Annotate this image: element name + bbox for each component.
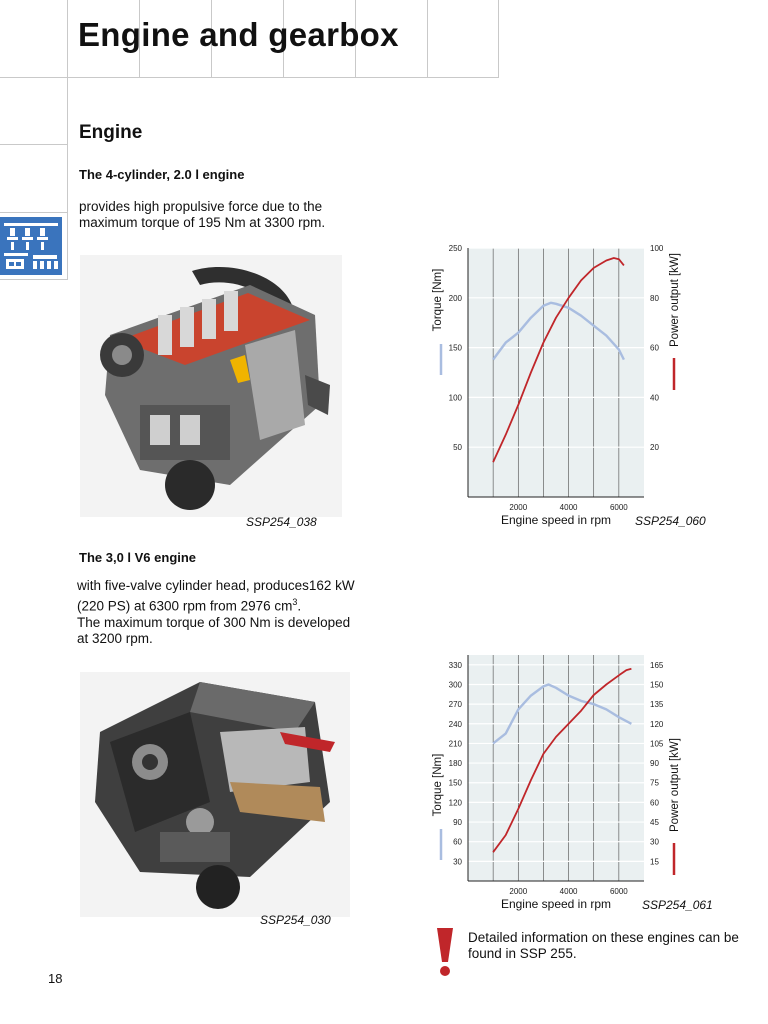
chart-y-tick-label-left: 270 (448, 700, 462, 710)
engine2-description-period: . (297, 598, 302, 614)
margin-grid-line (67, 77, 68, 280)
info-note: Detailed information on these engines can be found in SSP 255. (468, 930, 739, 961)
engine1-heading: The 4-cylinder, 2.0 l engine (79, 167, 245, 182)
engine2-description-line: at 3200 rpm. (77, 630, 153, 646)
margin-grid-line (0, 279, 67, 280)
header-grid-line (498, 0, 499, 78)
chart-y-tick-label-left: 150 (448, 778, 462, 788)
chart-y-tick-label-right: 15 (650, 857, 659, 867)
engine1-image (80, 255, 342, 517)
chart-x-tick-label: 2000 (509, 503, 528, 512)
chart-x-axis-label: Engine speed in rpm (500, 513, 612, 527)
chart-y-tick-label-left: 250 (448, 244, 462, 253)
torque-power-chart-2-0 (420, 240, 720, 535)
chart-y-axis-label-right: Power output [kW] (669, 253, 681, 347)
chart-y-tick-label-right: 45 (650, 818, 659, 828)
chart-y-tick-label-right: 30 (650, 837, 659, 847)
chart-caption: SSP254_061 (642, 898, 713, 912)
chart-y-tick-label-left: 60 (453, 837, 462, 847)
chart-y-axis-label-right: Power output [kW] (669, 738, 681, 832)
chart-y-tick-label-left: 50 (453, 443, 462, 453)
chart-y-axis-label-left: Torque [Nm] (432, 753, 444, 817)
chart-y-tick-label-right: 105 (650, 739, 664, 749)
chart-y-tick-label-left: 30 (453, 857, 462, 867)
chart-x-tick-label: 2000 (509, 887, 528, 896)
engine2-image-caption: SSP254_030 (260, 913, 331, 927)
engine1-description: provides high propulsive force due to the maximum torque of 195 Nm at 3300 rpm. (79, 199, 326, 230)
engine-gearbox-icon (0, 217, 62, 275)
chart-y-tick-label-left: 200 (448, 293, 462, 303)
chart-x-axis-label: Engine speed in rpm (500, 897, 612, 911)
chart-y-tick-label-right: 40 (650, 393, 659, 403)
margin-grid-line (0, 144, 67, 145)
chart-x-tick-label: 6000 (609, 503, 628, 512)
engine2-image (80, 672, 350, 917)
chart-y-tick-label-right: 20 (650, 443, 659, 453)
chart-y-tick-label-right: 90 (650, 759, 659, 769)
chart-x-tick-label: 4000 (559, 503, 578, 512)
chart-y-axis-label-left: Torque [Nm] (432, 268, 444, 332)
engine2-description-line-text: (220 PS) at 6300 rpm from 2976 cm (77, 598, 293, 614)
chart-x-tick-label: 6000 (609, 887, 628, 896)
chart-y-tick-label-right: 60 (650, 798, 659, 808)
torque-power-chart-v6 (420, 655, 720, 923)
chart-x-tick-label: 4000 (559, 887, 578, 896)
chart-y-tick-label-right: 75 (650, 778, 659, 788)
engine2-heading: The 3,0 l V6 engine (79, 550, 197, 565)
chart-y-tick-label-left: 330 (448, 660, 462, 670)
chart-y-tick-label-right: 165 (650, 660, 664, 670)
chart-y-tick-label-left: 100 (448, 393, 462, 403)
chart-y-tick-label-left: 300 (448, 680, 462, 690)
chart-caption: SSP254_060 (635, 514, 706, 528)
engine2-description (77, 578, 397, 647)
exclamation-icon (434, 926, 456, 978)
header-grid-line (427, 0, 428, 77)
chart-y-tick-label-right: 135 (650, 700, 664, 710)
chart-y-tick-label-left: 240 (448, 719, 462, 729)
section-title: Engine (79, 122, 143, 143)
chart-y-tick-label-right: 80 (650, 293, 659, 303)
engine1-image-caption: SSP254_038 (246, 515, 317, 529)
superscript-3: 3 (292, 597, 298, 607)
chart-y-tick-label-left: 90 (453, 818, 462, 828)
chart-y-tick-label-left: 120 (448, 798, 462, 808)
margin-grid-line (0, 212, 67, 213)
engine2-description-line: with five-valve cylinder head, produces162 kW (77, 578, 355, 593)
header-grid-line (67, 0, 68, 77)
chart-y-tick-label-right: 120 (650, 719, 664, 729)
engine2-description-line: The maximum torque of 300 Nm is developed (77, 614, 351, 630)
chart-y-tick-label-left: 150 (448, 343, 462, 353)
page-number: 18 (48, 971, 63, 986)
chart-y-tick-label-left: 180 (448, 759, 462, 769)
chart-y-tick-label-right: 60 (650, 343, 659, 353)
chart-y-tick-label-right: 100 (650, 244, 664, 253)
engine2-description-line (77, 594, 397, 615)
chart-y-tick-label-right: 150 (650, 680, 664, 690)
page-title: Engine and gearbox (78, 16, 399, 53)
header-grid-line (0, 77, 498, 78)
chart-y-tick-label-left: 210 (448, 739, 462, 749)
